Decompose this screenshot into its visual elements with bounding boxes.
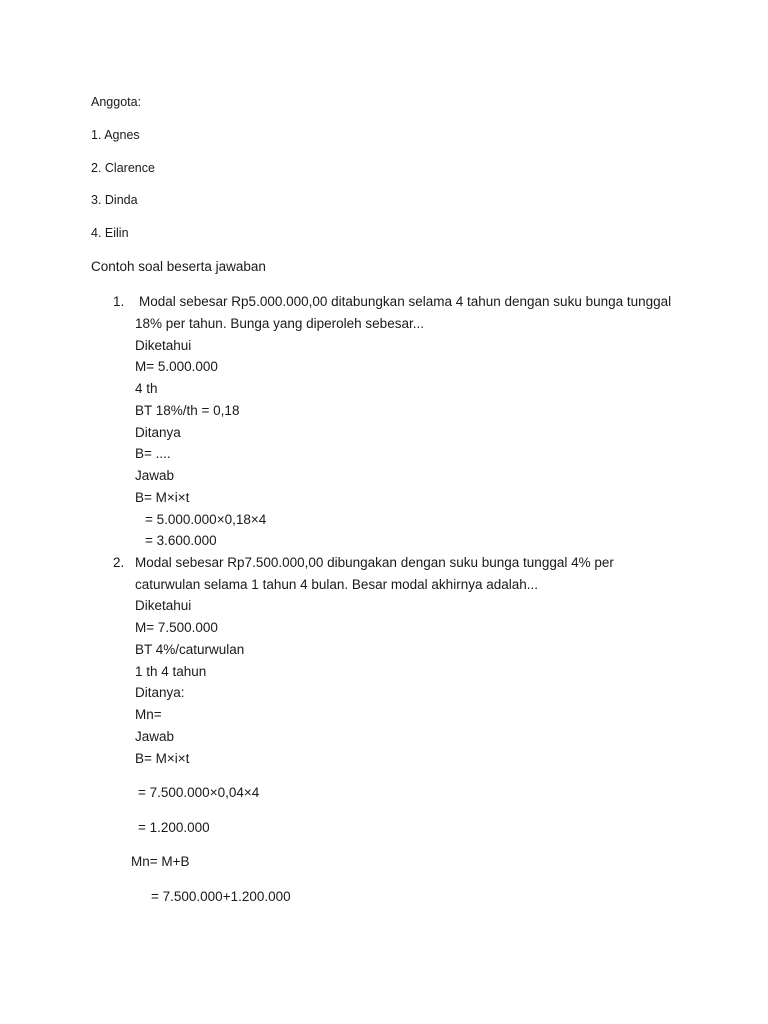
problem-number: 1. bbox=[113, 294, 125, 309]
member-item: 3. Dinda bbox=[91, 193, 138, 207]
solution-line: M= 5.000.000 bbox=[135, 359, 218, 374]
problem-number: 2. bbox=[113, 555, 125, 570]
members-label: Anggota: bbox=[91, 95, 142, 109]
member-item: 2. Clarence bbox=[91, 161, 155, 175]
problem-question-line: 18% per tahun. Bunga yang diperoleh sebesar... bbox=[135, 316, 424, 331]
solution-line: Diketahui bbox=[135, 598, 192, 613]
problem-question-line: caturwulan selama 1 tahun 4 bulan. Besar modal akhirnya adalah... bbox=[135, 577, 538, 592]
solution-line: = 7.500.000+1.200.000 bbox=[151, 889, 291, 904]
solution-line: B= M×i×t bbox=[135, 751, 190, 766]
solution-line: BT 18%/th = 0,18 bbox=[135, 403, 240, 418]
solution-line: 1 th 4 tahun bbox=[135, 664, 207, 679]
solution-line: = 7.500.000×0,04×4 bbox=[138, 785, 260, 800]
solution-line: Diketahui bbox=[135, 338, 192, 353]
solution-line: = 5.000.000×0,18×4 bbox=[145, 512, 267, 527]
solution-line: Mn= M+B bbox=[131, 854, 190, 869]
member-item: 1. Agnes bbox=[91, 128, 140, 142]
solution-line: = 3.600.000 bbox=[145, 533, 217, 548]
problem-question-line: Modal sebesar Rp5.000.000,00 ditabungkan selama 4 tahun dengan suku bunga tunggal bbox=[139, 294, 672, 309]
solution-line: M= 7.500.000 bbox=[135, 620, 218, 635]
solution-line: Jawab bbox=[135, 729, 175, 744]
problem-question-line: Modal sebesar Rp7.500.000,00 dibungakan dengan suku bunga tunggal 4% per bbox=[135, 555, 614, 570]
solution-line: B= .... bbox=[135, 446, 171, 461]
solution-line: = 1.200.000 bbox=[138, 820, 210, 835]
solution-line: Ditanya: bbox=[135, 685, 185, 700]
section-title: Contoh soal beserta jawaban bbox=[91, 259, 266, 274]
solution-line: Ditanya bbox=[135, 425, 181, 440]
solution-line: B= M×i×t bbox=[135, 490, 190, 505]
member-item: 4. Eilin bbox=[91, 226, 129, 240]
solution-line: BT 4%/caturwulan bbox=[135, 642, 245, 657]
solution-line: 4 th bbox=[135, 381, 158, 396]
solution-line: Mn= bbox=[135, 707, 162, 722]
solution-line: Jawab bbox=[135, 468, 175, 483]
